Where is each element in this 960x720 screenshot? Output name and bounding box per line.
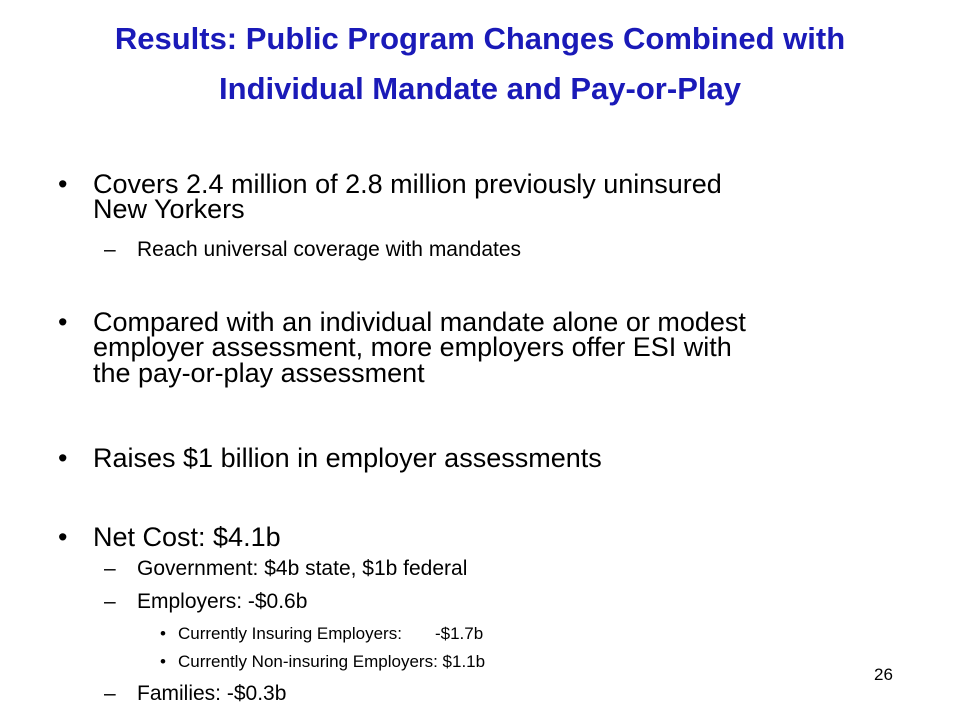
bullet-text: Raises $1 billion in employer assessments xyxy=(93,443,602,473)
bullet-marker: • xyxy=(160,652,166,671)
sub-sub-bullet-text: Currently Non-insuring Employers: $1.1b xyxy=(178,652,486,671)
slide-title-line-2: Individual Mandate and Pay-or-Play xyxy=(219,71,741,106)
sub-bullet-text: Families: -$0.3b xyxy=(137,682,287,705)
dash-marker: – xyxy=(104,682,116,705)
dash-marker: – xyxy=(104,557,116,580)
bullet-marker: • xyxy=(58,307,68,337)
bullet-text: the pay-or-play assessment xyxy=(93,358,425,388)
sub-sub-bullet-text: Currently Insuring Employers: -$1.7b xyxy=(178,624,484,643)
bullet-text: employer assessment, more employers offer ESI with xyxy=(93,332,732,362)
bullet-text: Compared with an individual mandate alone or modest xyxy=(93,307,746,337)
sub-bullet-text: Government: $4b state, $1b federal xyxy=(137,557,468,580)
dash-marker: – xyxy=(104,590,116,613)
bullet-text: Net Cost: $4.1b xyxy=(93,522,281,552)
slide-title-line-1: Results: Public Program Changes Combined with xyxy=(114,21,846,56)
page-number: 26 xyxy=(874,665,893,684)
bullet-text: New Yorkers xyxy=(93,194,245,224)
bullet-text: Covers 2.4 million of 2.8 million previously uninsured xyxy=(93,169,722,199)
bullet-marker: • xyxy=(160,624,166,643)
sub-bullet-text: Reach universal coverage with mandates xyxy=(137,238,522,261)
bullet-marker: • xyxy=(58,522,68,552)
bullet-marker: • xyxy=(58,443,68,473)
sub-bullet-text: Employers: -$0.6b xyxy=(137,590,308,613)
bullet-marker: • xyxy=(58,169,68,199)
dash-marker: – xyxy=(104,238,116,261)
